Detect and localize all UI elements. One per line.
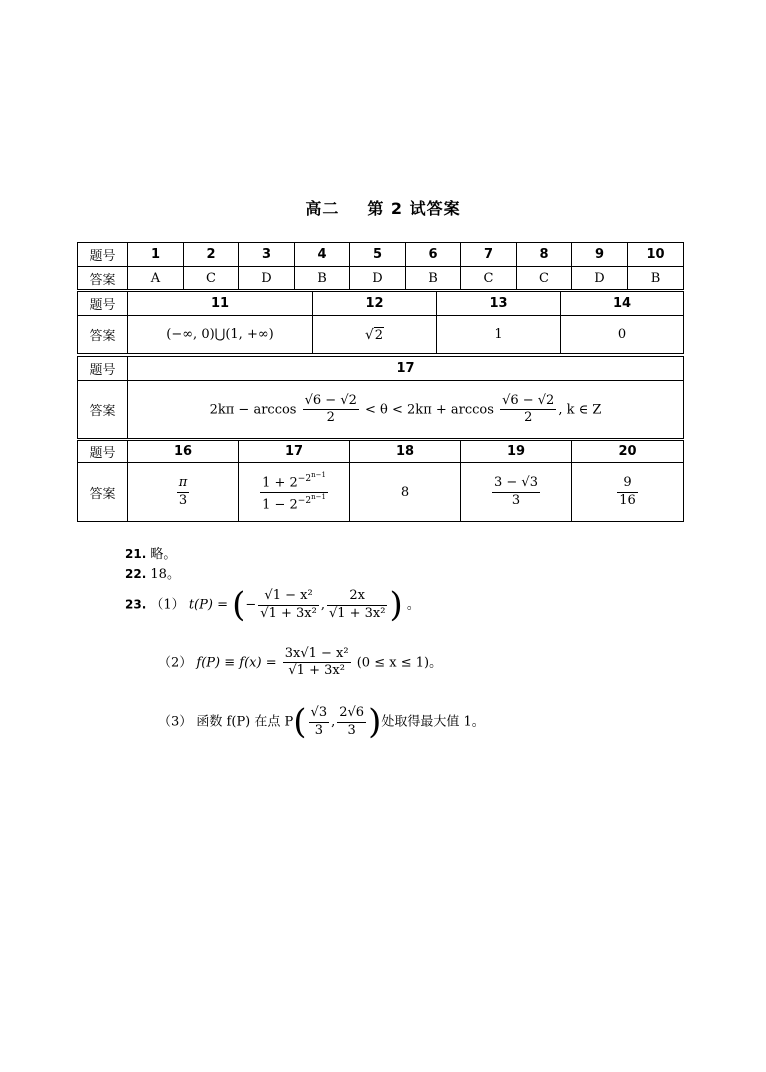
item-text: 略。 [150,547,177,562]
answer-19 [461,463,572,522]
q-number: 17 [239,441,350,463]
answer-label: 答案 [78,381,128,439]
part-label: （3） [158,714,193,730]
question-label: 题号 [78,292,128,316]
fraction-denominator: 2 [326,410,335,425]
q-number: 11 [128,292,313,316]
part-lhs: f(P) ≡ f(x) = [196,655,277,671]
fraction-numerator: π [177,475,190,492]
answer-cell: B [295,267,350,290]
answer-16 [128,463,239,522]
exponent: −2 [297,495,312,506]
q-number: 17 [128,357,684,381]
ineq-fraction-2 [500,393,556,427]
q-number: 1 [128,243,184,267]
page-title [0,196,766,219]
q-number: 12 [313,292,437,316]
fraction-denominator: 3 [314,722,323,738]
question-label: 题号 [78,243,128,267]
answer-label: 答案 [78,316,128,354]
item-text: 18。 [150,567,180,582]
answer-label: 答案 [78,267,128,290]
answer-cell: D [350,267,406,290]
question-number-row [78,243,684,267]
exponent: −2 [297,473,312,484]
question-number-row [78,292,684,316]
q-number: 14 [561,292,684,316]
title-grade: 高二 [305,199,340,218]
exponent-sub: n−1 [311,492,326,501]
fraction-numerator: 2x [327,588,388,605]
answer-table-16-20 [77,440,684,522]
answer-cell: C [517,267,572,290]
fraction-numerator: 3 − √3 [492,475,540,492]
fraction-numerator: √3 [309,705,330,722]
q-number: 2 [184,243,239,267]
answer-row [78,267,684,290]
answer-cell: C [461,267,517,290]
answer-cell: D [572,267,628,290]
answer-17-inequality [128,381,684,439]
question-label: 题号 [78,441,128,463]
answer-11: (−∞, 0)⋃(1, +∞) [128,316,313,354]
part-end: 。 [406,597,420,613]
item-21 [125,543,176,562]
answer-20 [572,463,684,522]
q-number: 7 [461,243,517,267]
fraction-denominator: 1 − 2 [262,496,298,512]
part-pre: 函数 f(P) 在点 P [196,714,294,730]
item-number: 23. [125,597,147,612]
answer-table-17 [77,356,684,439]
item-22 [125,563,180,582]
fraction-numerator: √6 − √2 [303,393,359,410]
q-number: 18 [350,441,461,463]
q-number: 20 [572,441,684,463]
question-label: 题号 [78,357,128,381]
ineq-middle: < θ < 2kπ + arccos [365,402,494,417]
item-23-part-3: （3） 函数 f(P) 在点 P( $\frac{√3}{3}$ , $\frac{2√6}{3}$ )处取得最大值 1。 [158,702,485,742]
question-number-row [78,441,684,463]
question-number-row [78,357,684,381]
q-number: 9 [572,243,628,267]
fraction-denominator: 3 [347,722,356,738]
item-number: 21. [125,547,147,561]
answer-14: 0 [561,316,684,354]
q-number: 19 [461,441,572,463]
answer-cell: D [239,267,295,290]
fraction-denominator: √1 + 3x² [328,605,386,621]
fraction-numerator: 3x√1 − x² [283,646,351,663]
ineq-left: 2kπ − arccos [209,402,297,417]
q-number: 10 [628,243,684,267]
answer-cell: B [628,267,684,290]
fraction-denominator: 2 [524,410,533,425]
fraction-numerator: 2√6 [337,705,366,722]
answer-cell: B [406,267,461,290]
fraction-denominator: 16 [619,492,636,508]
q-number: 13 [437,292,561,316]
answer-row [78,316,684,354]
title-test: 第 2 试答案 [367,199,461,218]
fraction-numerator: 1 + 2 [262,475,298,491]
answer-12-radicand: 2 [374,327,383,343]
answer-18: 8 [350,463,461,522]
answer-label: 答案 [78,463,128,522]
answer-12: √2 [313,316,437,354]
q-number: 5 [350,243,406,267]
fraction-denominator: √1 + 3x² [288,663,345,679]
fraction-numerator: √6 − √2 [500,393,556,410]
part-lhs: t(P) = [188,597,228,613]
answer-cell: C [184,267,239,290]
fraction-denominator: 3 [178,492,188,508]
exponent-sub: n−1 [311,470,326,479]
q-number: 8 [517,243,572,267]
q-number: 4 [295,243,350,267]
item-23-part-2 [158,646,442,680]
part-post: 处取得最大值 1。 [381,714,485,730]
answer-cell: A [128,267,184,290]
answer-table-11-14 [77,291,684,354]
q-number: 3 [239,243,295,267]
fraction-denominator: √1 + 3x² [260,605,317,621]
part-range: (0 ≤ x ≤ 1)。 [356,655,443,671]
fraction-numerator: √1 − x² [258,588,319,605]
item-number: 22. [125,567,147,581]
ineq-fraction-1 [303,393,359,427]
answer-table-1-10 [77,242,684,290]
fraction-denominator: 3 [511,492,521,508]
ineq-right: , k ∈ Z [558,402,602,417]
item-23-part-1: 23. （1） t(P) = (− $\frac{\text{√1 − x²}}{\text{√1 + 3x²}}$ , $\frac{2x}{\text{√1 + 3x²}}$ ) 。 [125,585,420,625]
answer-row [78,381,684,439]
answer-row [78,463,684,522]
answer-13: 1 [437,316,561,354]
part-label: （1） [150,597,185,613]
fraction-numerator: 9 [617,475,638,492]
q-number: 6 [406,243,461,267]
part-label: （2） [158,655,193,671]
q-number: 16 [128,441,239,463]
answer-17b [239,463,350,522]
